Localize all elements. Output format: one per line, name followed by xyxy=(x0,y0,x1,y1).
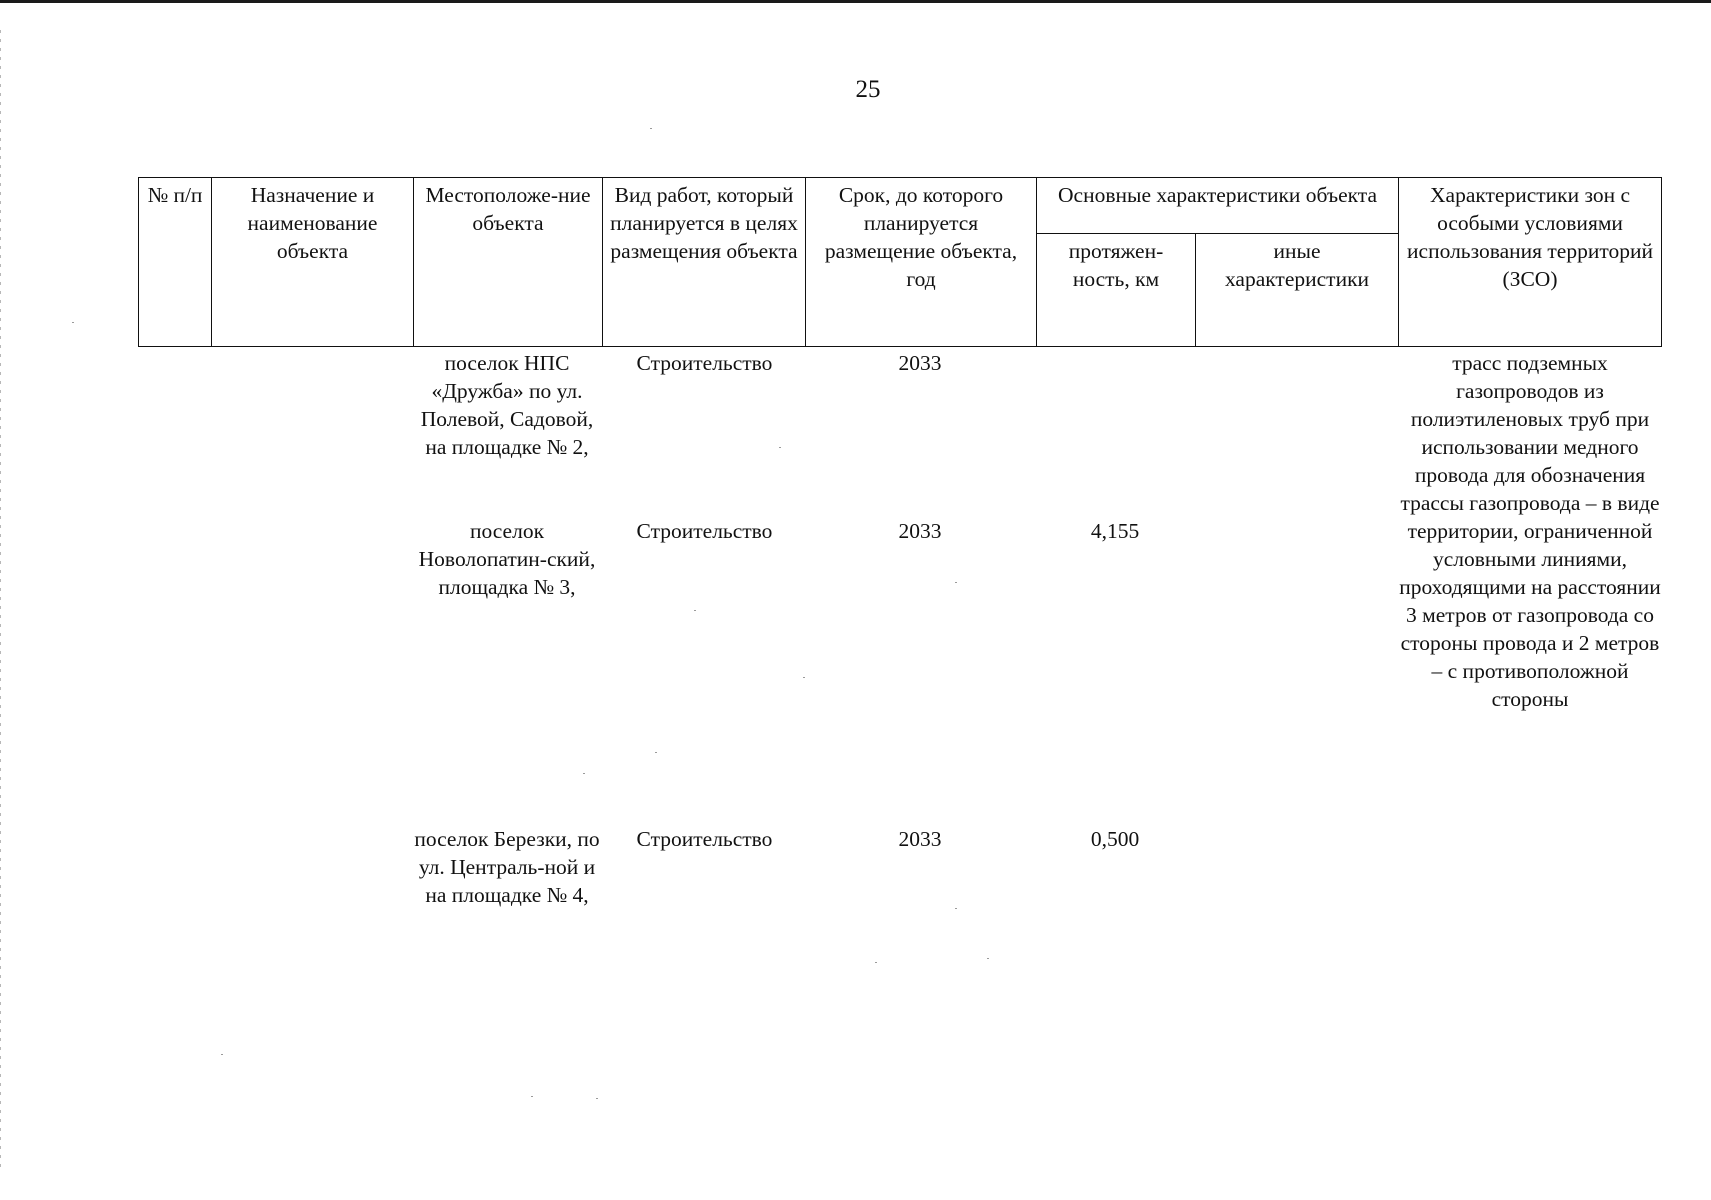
row-2-work-type: Строительство xyxy=(636,519,773,543)
header-deadline: Срок, до которого планируется размещение объекта, год xyxy=(806,178,1037,347)
header-num: № п/п xyxy=(139,178,212,347)
row-2-length: 4,155 xyxy=(1090,519,1140,543)
scan-speck xyxy=(650,128,652,129)
scan-speck xyxy=(531,1096,533,1097)
row-3-year: 2033 xyxy=(898,827,942,851)
row-3-location: поселок Березки, по ул. Централь-ной и на площадке № 4, xyxy=(414,827,600,907)
header-work-type: Вид работ, который планируется в целях размещения объекта xyxy=(603,178,806,347)
header-main-characteristics: Основные характеристики объекта xyxy=(1037,178,1399,234)
scan-speck xyxy=(875,962,877,963)
scan-speck xyxy=(779,447,781,448)
scan-speck xyxy=(955,582,957,583)
row-2-year: 2033 xyxy=(898,519,942,543)
header-length: протяжен-ность, км xyxy=(1037,234,1196,347)
row-1-year: 2033 xyxy=(898,351,942,375)
header-zso: Характеристики зон с особыми условиями использования территорий (ЗСО) xyxy=(1399,178,1662,347)
scan-speck xyxy=(72,322,74,323)
page-number: 25 xyxy=(855,76,881,103)
scan-speck xyxy=(803,677,805,678)
scan-speck xyxy=(955,908,957,909)
scan-speck xyxy=(694,610,696,611)
row-1-work-type: Строительство xyxy=(636,351,773,375)
scan-speck xyxy=(655,752,657,753)
scan-speck xyxy=(583,773,585,774)
header-purpose: Назначение и наименование объекта xyxy=(212,178,414,347)
row-3-length: 0,500 xyxy=(1090,827,1140,851)
header-location: Местоположе-ние объекта xyxy=(414,178,603,347)
zso-characteristics: трасс подземных газопроводов из полиэтиленовых труб при использовании медного провода для обозначения трассы газопровода – в виде территории, ограниченной условными линиями, проходящими на расстоянии 3 метров от газопровода со стороны провода и 2 метров – с противоположной стороны xyxy=(1399,351,1661,711)
scan-speck xyxy=(987,958,989,959)
scan-speck xyxy=(596,1098,598,1099)
scan-speck xyxy=(221,1054,223,1055)
header-other-characteristics: иные характеристики xyxy=(1196,234,1399,347)
row-2-location: поселок Новолопатин-ский, площадка № 3, xyxy=(418,519,596,599)
row-3-work-type: Строительство xyxy=(636,827,773,851)
row-1-location: поселок НПС «Дружба» по ул. Полевой, Садовой, на площадке № 2, xyxy=(420,351,594,459)
